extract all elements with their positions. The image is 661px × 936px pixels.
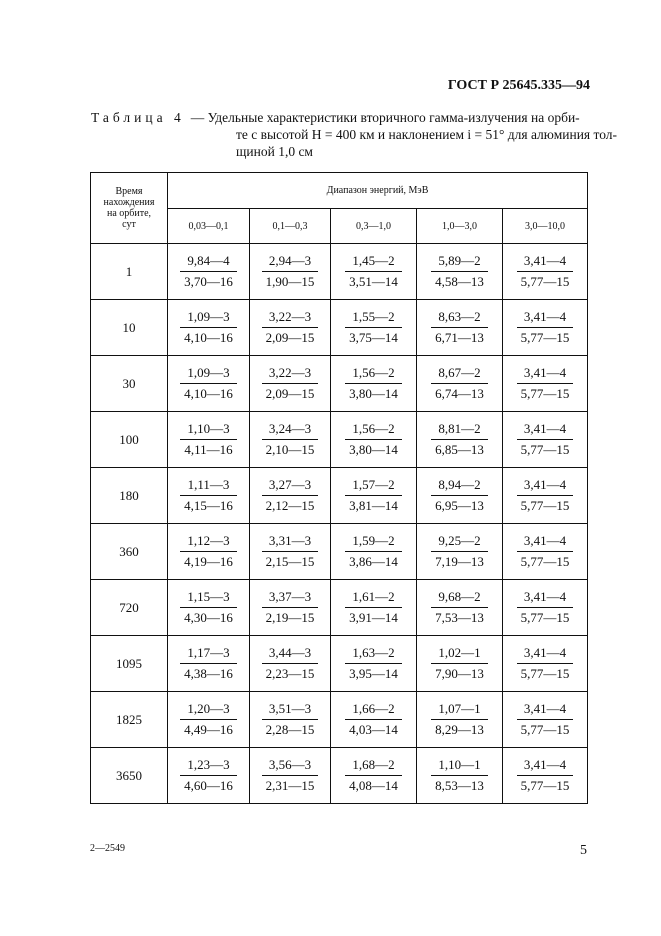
fraction-numerator: 1,02—1 <box>431 645 488 664</box>
fraction-numerator: 1,61—2 <box>345 589 402 608</box>
value-cell <box>417 356 503 412</box>
value-cell <box>168 580 250 636</box>
fraction <box>517 253 574 290</box>
fraction <box>431 477 488 514</box>
fraction-denominator: 2,10—15 <box>265 441 315 457</box>
fraction-denominator: 7,90—13 <box>435 665 484 681</box>
value-cell <box>503 748 588 804</box>
fraction-numerator: 3,41—4 <box>517 421 574 440</box>
fraction <box>517 477 574 514</box>
value-cell <box>250 524 331 580</box>
value-cell <box>417 300 503 356</box>
time-on-orbit-cell: 1 <box>91 244 168 300</box>
time-on-orbit-cell: 1825 <box>91 692 168 748</box>
fraction-denominator: 7,53—13 <box>435 609 484 625</box>
fraction-numerator: 8,67—2 <box>431 365 488 384</box>
fraction-denominator: 4,38—16 <box>184 665 233 681</box>
fraction-numerator: 3,41—4 <box>517 701 574 720</box>
page-number: 5 <box>580 843 587 858</box>
table-caption-line-3: щиной 1,0 см <box>236 144 313 159</box>
value-cell <box>331 524 417 580</box>
fraction <box>345 365 402 402</box>
value-cell <box>503 356 588 412</box>
fraction-numerator: 1,45—2 <box>345 253 402 272</box>
fraction <box>431 533 488 570</box>
fraction <box>262 477 319 514</box>
fraction-denominator: 4,11—16 <box>184 441 233 457</box>
fraction-numerator: 5,89—2 <box>431 253 488 272</box>
fraction-numerator: 1,10—3 <box>180 421 236 440</box>
value-cell <box>168 412 250 468</box>
fraction <box>180 757 237 794</box>
fraction-numerator: 9,25—2 <box>431 533 488 552</box>
value-cell <box>331 356 417 412</box>
time-on-orbit-cell: 1095 <box>91 636 168 692</box>
fraction <box>517 701 574 738</box>
value-cell <box>503 300 588 356</box>
fraction-numerator: 9,68—2 <box>431 589 488 608</box>
fraction-denominator: 2,28—15 <box>265 721 315 737</box>
corner-line: Время <box>115 186 143 197</box>
fraction-denominator: 5,77—15 <box>520 609 570 625</box>
fraction <box>345 477 402 514</box>
fraction-denominator: 2,09—15 <box>265 385 315 401</box>
fraction-denominator: 3,81—14 <box>349 497 398 513</box>
energy-range-header: Диапазон энергий, МэВ <box>168 173 588 209</box>
fraction-numerator: 1,11—3 <box>180 477 237 496</box>
value-cell <box>503 244 588 300</box>
fraction <box>517 309 574 346</box>
fraction <box>345 309 402 346</box>
fraction <box>262 757 319 794</box>
fraction-numerator: 3,41—4 <box>517 645 574 664</box>
time-on-orbit-cell: 3650 <box>91 748 168 804</box>
fraction <box>517 645 574 682</box>
fraction <box>180 477 237 514</box>
value-cell <box>250 412 331 468</box>
fraction <box>180 645 237 682</box>
value-cell <box>417 412 503 468</box>
value-cell <box>250 468 331 524</box>
fraction-numerator: 3,41—4 <box>517 533 574 552</box>
fraction <box>180 701 237 738</box>
value-cell <box>503 412 588 468</box>
value-cell <box>168 748 250 804</box>
fraction <box>431 365 488 402</box>
fraction <box>431 701 488 738</box>
fraction-denominator: 4,30—16 <box>184 609 233 625</box>
table-row <box>91 356 588 412</box>
fraction-numerator: 3,41—4 <box>517 757 574 776</box>
fraction-denominator: 4,60—16 <box>184 777 233 793</box>
fraction <box>431 589 488 626</box>
fraction <box>262 533 319 570</box>
table-caption <box>91 109 618 160</box>
fraction <box>345 589 402 626</box>
fraction-denominator: 8,29—13 <box>435 721 484 737</box>
fraction-denominator: 4,10—16 <box>184 329 233 345</box>
fraction-denominator: 2,15—15 <box>265 553 315 569</box>
fraction-numerator: 1,07—1 <box>431 701 488 720</box>
table-caption-label: Таблица 4 <box>91 110 185 125</box>
fraction <box>180 533 237 570</box>
value-cell <box>417 636 503 692</box>
fraction-denominator: 4,08—14 <box>349 777 398 793</box>
fraction-numerator: 3,27—3 <box>262 477 319 496</box>
table-row <box>91 580 588 636</box>
fraction-denominator: 4,58—13 <box>435 273 484 289</box>
fraction-denominator: 3,51—14 <box>349 273 398 289</box>
table-row <box>91 524 588 580</box>
fraction-denominator: 3,91—14 <box>349 609 398 625</box>
fraction-numerator: 3,37—3 <box>262 589 319 608</box>
fraction-denominator: 2,31—15 <box>265 777 315 793</box>
fraction-numerator: 1,68—2 <box>345 757 402 776</box>
fraction-numerator: 3,31—3 <box>262 533 319 552</box>
fraction <box>262 421 319 458</box>
fraction <box>180 253 237 290</box>
value-cell <box>331 412 417 468</box>
time-on-orbit-cell: 10 <box>91 300 168 356</box>
fraction-numerator: 3,56—3 <box>262 757 319 776</box>
fraction-numerator: 1,09—3 <box>180 309 237 328</box>
value-cell <box>503 468 588 524</box>
fraction <box>262 365 319 402</box>
fraction-denominator: 5,77—15 <box>520 329 570 345</box>
fraction-denominator: 3,75—14 <box>349 329 398 345</box>
energy-band-header: 0,1—0,3 <box>250 209 331 244</box>
energy-band-header: 1,0—3,0 <box>417 209 503 244</box>
fraction-numerator: 1,66—2 <box>345 701 402 720</box>
print-code: 2—2549 <box>90 843 125 854</box>
value-cell <box>417 748 503 804</box>
fraction-denominator: 2,19—15 <box>265 609 315 625</box>
fraction-denominator: 6,95—13 <box>435 497 484 513</box>
fraction-numerator: 1,23—3 <box>180 757 237 776</box>
fraction-denominator: 5,77—15 <box>520 721 570 737</box>
value-cell <box>331 468 417 524</box>
fraction-denominator: 3,80—14 <box>349 441 398 457</box>
fraction-denominator: 5,77—15 <box>520 273 570 289</box>
value-cell <box>250 636 331 692</box>
fraction <box>345 645 402 682</box>
table-row <box>91 244 588 300</box>
fraction-denominator: 3,86—14 <box>349 553 398 569</box>
fraction <box>180 589 237 626</box>
fraction-numerator: 3,41—4 <box>517 477 574 496</box>
fraction-numerator: 1,59—2 <box>345 533 402 552</box>
time-on-orbit-cell: 180 <box>91 468 168 524</box>
standard-number: ГОСТ Р 25645.335—94 <box>447 78 590 93</box>
value-cell <box>503 692 588 748</box>
fraction-denominator: 2,09—15 <box>265 329 315 345</box>
fraction-denominator: 4,19—16 <box>184 553 233 569</box>
fraction <box>345 421 402 458</box>
fraction-denominator: 7,19—13 <box>435 553 484 569</box>
fraction-numerator: 8,94—2 <box>431 477 488 496</box>
fraction <box>262 645 319 682</box>
value-cell <box>331 748 417 804</box>
corner-line: на орбите, <box>106 208 152 219</box>
fraction-numerator: 3,22—3 <box>262 309 319 328</box>
fraction-denominator: 4,03—14 <box>349 721 398 737</box>
fraction-numerator: 1,57—2 <box>345 477 402 496</box>
fraction-numerator: 1,63—2 <box>345 645 402 664</box>
value-cell <box>168 692 250 748</box>
value-cell <box>250 300 331 356</box>
gamma-radiation-table <box>90 172 588 804</box>
energy-band-header: 3,0—10,0 <box>503 209 588 244</box>
value-cell <box>168 300 250 356</box>
table-caption-line-1: — Удельные характеристики вторичного гамма-излучения на орби- <box>190 110 580 125</box>
time-on-orbit-cell: 720 <box>91 580 168 636</box>
fraction-denominator: 6,74—13 <box>435 385 484 401</box>
fraction <box>517 421 574 458</box>
fraction-numerator: 1,20—3 <box>180 701 237 720</box>
fraction <box>345 533 402 570</box>
fraction-numerator: 1,12—3 <box>180 533 237 552</box>
fraction-denominator: 3,95—14 <box>349 665 398 681</box>
fraction-numerator: 3,41—4 <box>517 309 574 328</box>
fraction-numerator: 9,84—4 <box>180 253 237 272</box>
table-row <box>91 748 588 804</box>
fraction-numerator: 3,22—3 <box>262 365 319 384</box>
fraction-numerator: 3,41—4 <box>517 589 574 608</box>
fraction <box>517 365 574 402</box>
fraction-numerator: 3,41—4 <box>517 365 574 384</box>
fraction <box>262 253 319 290</box>
fraction-denominator: 4,15—16 <box>184 497 233 513</box>
time-on-orbit-cell: 100 <box>91 412 168 468</box>
fraction-numerator: 3,44—3 <box>262 645 319 664</box>
time-on-orbit-header <box>91 173 168 244</box>
fraction-denominator: 2,12—15 <box>265 497 315 513</box>
value-cell <box>250 580 331 636</box>
fraction-denominator: 5,77—15 <box>520 385 570 401</box>
fraction-denominator: 4,10—16 <box>184 385 233 401</box>
value-cell <box>168 636 250 692</box>
fraction-numerator: 1,55—2 <box>345 309 402 328</box>
value-cell <box>417 524 503 580</box>
value-cell <box>168 356 250 412</box>
fraction-numerator: 1,17—3 <box>180 645 237 664</box>
fraction-denominator: 3,70—16 <box>184 273 233 289</box>
fraction-numerator: 2,94—3 <box>262 253 319 272</box>
fraction <box>262 701 319 738</box>
fraction <box>517 757 574 794</box>
fraction-numerator: 8,63—2 <box>431 309 488 328</box>
value-cell <box>417 468 503 524</box>
value-cell <box>250 692 331 748</box>
value-cell <box>331 300 417 356</box>
fraction-numerator: 3,24—3 <box>262 421 319 440</box>
fraction-numerator: 1,56—2 <box>345 421 402 440</box>
fraction-numerator: 1,15—3 <box>180 589 237 608</box>
fraction <box>180 309 237 346</box>
fraction <box>517 533 574 570</box>
energy-band-header: 0,03—0,1 <box>168 209 250 244</box>
fraction <box>345 253 402 290</box>
corner-line: нахождения <box>103 197 155 208</box>
value-cell <box>417 580 503 636</box>
value-cell <box>503 524 588 580</box>
table-caption-line-2: те с высотой H = 400 км и наклонением i = 51° для алюминия тол- <box>236 127 618 142</box>
time-on-orbit-cell: 30 <box>91 356 168 412</box>
energy-band-header: 0,3—1,0 <box>331 209 417 244</box>
value-cell <box>168 524 250 580</box>
value-cell <box>331 244 417 300</box>
fraction <box>431 253 488 290</box>
fraction-denominator: 5,77—15 <box>520 441 570 457</box>
fraction-numerator: 8,81—2 <box>431 421 488 440</box>
value-cell <box>168 244 250 300</box>
fraction <box>345 757 402 794</box>
value-cell <box>331 636 417 692</box>
fraction <box>431 645 488 682</box>
fraction-numerator: 1,10—1 <box>431 757 488 776</box>
value-cell <box>250 244 331 300</box>
value-cell <box>503 580 588 636</box>
fraction <box>180 365 237 402</box>
fraction-denominator: 5,77—15 <box>520 497 570 513</box>
value-cell <box>417 244 503 300</box>
fraction-denominator: 6,71—13 <box>435 329 484 345</box>
time-on-orbit-cell: 360 <box>91 524 168 580</box>
value-cell <box>331 692 417 748</box>
fraction-denominator: 6,85—13 <box>435 441 484 457</box>
value-cell <box>503 636 588 692</box>
fraction-denominator: 3,80—14 <box>349 385 398 401</box>
table-row <box>91 300 588 356</box>
fraction <box>431 421 488 458</box>
value-cell <box>250 356 331 412</box>
fraction-denominator: 5,77—15 <box>520 777 570 793</box>
fraction-numerator: 3,41—4 <box>517 253 574 272</box>
fraction <box>180 421 236 458</box>
fraction <box>262 309 319 346</box>
table-row <box>91 692 588 748</box>
value-cell <box>417 692 503 748</box>
fraction <box>517 589 574 626</box>
table-row <box>91 468 588 524</box>
fraction <box>431 309 488 346</box>
corner-line: сут <box>122 219 136 230</box>
fraction-numerator: 3,51—3 <box>262 701 319 720</box>
fraction-denominator: 5,77—15 <box>520 553 570 569</box>
fraction <box>345 701 402 738</box>
value-cell <box>331 580 417 636</box>
value-cell <box>250 748 331 804</box>
fraction-denominator: 2,23—15 <box>265 665 315 681</box>
fraction-numerator: 1,09—3 <box>180 365 237 384</box>
fraction-denominator: 1,90—15 <box>265 273 315 289</box>
fraction <box>262 589 319 626</box>
fraction-denominator: 5,77—15 <box>520 665 570 681</box>
value-cell <box>168 468 250 524</box>
fraction <box>431 757 488 794</box>
table-row <box>91 412 588 468</box>
fraction-denominator: 8,53—13 <box>435 777 484 793</box>
fraction-numerator: 1,56—2 <box>345 365 402 384</box>
fraction-denominator: 4,49—16 <box>184 721 233 737</box>
table-row <box>91 636 588 692</box>
